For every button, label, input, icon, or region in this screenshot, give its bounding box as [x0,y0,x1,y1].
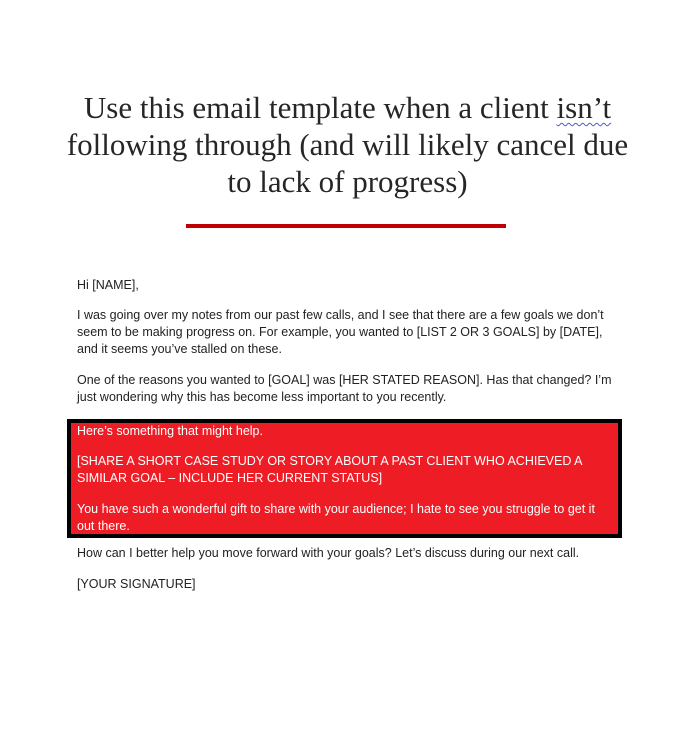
highlight-line-encouragement: You have such a wonderful gift to share with your audience; I hate to see you struggle to get it out there. [77,502,595,533]
email-intro-paragraph: I was going over my notes from our past few calls, and I see that there are a few goals we don’t seem to be making progress on. For example, you wanted to [LIST 2 OR 3 GOALS] by [DATE], and it seems you’ve stalled on these. [77,308,604,356]
title-text-start: Use this email template when a client [83,90,557,125]
title-divider [186,224,506,228]
highlighted-block [67,419,622,538]
highlight-line-help: Here’s something that might help. [77,424,263,438]
highlight-line-case-study: [SHARE A SHORT CASE STUDY OR STORY ABOUT A PAST CLIENT WHO ACHIEVED A SIMILAR GOAL – INCLUDE HER CURRENT STATUS] [77,454,582,485]
email-reason-paragraph: One of the reasons you wanted to [GOAL] was [HER STATED REASON]. Has that changed? I’m just wondering why this has become less important to you recently. [77,373,612,404]
title-text-end: following through (and will likely cancel due to lack of progress) [66,127,629,199]
page-title [60,89,635,200]
email-greeting: Hi [NAME], [77,278,139,292]
spellcheck-flagged-word[interactable]: isn’t [556,90,612,125]
email-closing-paragraph: How can I better help you move forward with your goals? Let’s discuss during our next call. [77,546,580,560]
email-signature: [YOUR SIGNATURE] [77,577,196,591]
